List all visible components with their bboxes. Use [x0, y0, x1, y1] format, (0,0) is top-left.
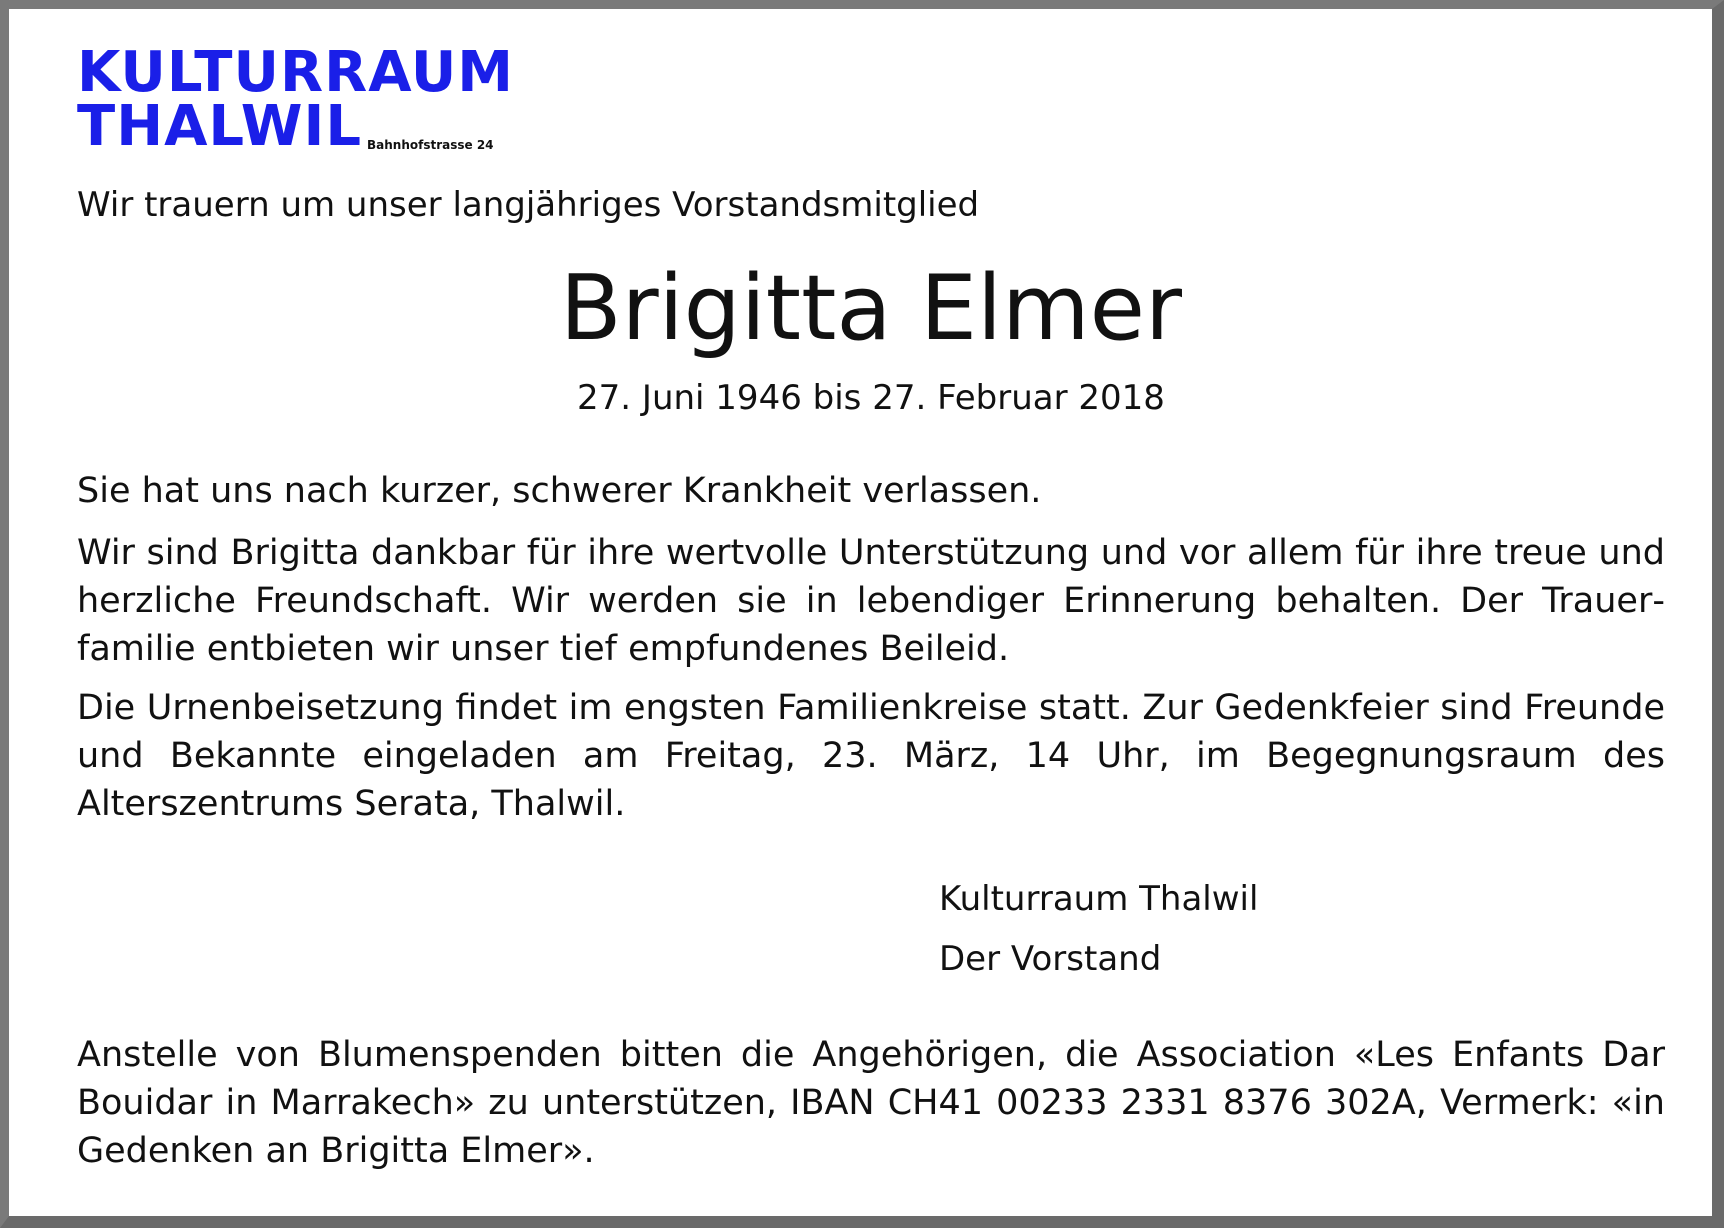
signature-board: Der Vorstand: [939, 939, 1162, 979]
paragraph-donation: Anstelle von Blumenspenden bitten die Angehörigen, die Association «Les Enfants Dar Bouidar in Marrakech» zu unterstützen, IBAN CH41 00233 2331 8376 302A, Vermerk: «in Gedenken an Brigitta Elmer».: [77, 1035, 1665, 1171]
logo-address: Bahnhofstrasse 24: [367, 138, 494, 152]
paragraph-memorial: Die Urnenbeisetzung findet im engsten Familienkreise statt. Zur Gedenkfeier sind Freunde und Bekannte eingeladen am Freitag, 23. März, 14 Uhr, im Begegnungsraum des Alterszentrums Serata, Thalwil.: [77, 688, 1665, 824]
logo-line-2: THALWIL: [77, 94, 363, 159]
intro-text: Wir trauern um unser langjähriges Vorstandsmitglied: [77, 185, 980, 225]
paragraph-gratitude: Wir sind Brigitta dankbar für ihre wertvolle Unterstützung und vor allem für ihre treue und herzliche Freundschaft. Wir werden sie in lebendiger Erinnerung behalten. Der Trauerfamilie entbieten wir unser tief empfundenes Beileid.: [77, 533, 1665, 669]
paragraph-illness: Sie hat uns nach kurzer, schwerer Krankheit verlassen.: [77, 471, 1042, 511]
kulturraum-logo: [77, 40, 537, 163]
signature-organization: Kulturraum Thalwil: [939, 879, 1259, 919]
life-dates: 27. Juni 1946 bis 27. Februar 2018: [577, 378, 1165, 418]
deceased-name: Brigitta Elmer: [559, 256, 1183, 361]
logo-line-1: KULTURRAUM: [77, 40, 515, 105]
